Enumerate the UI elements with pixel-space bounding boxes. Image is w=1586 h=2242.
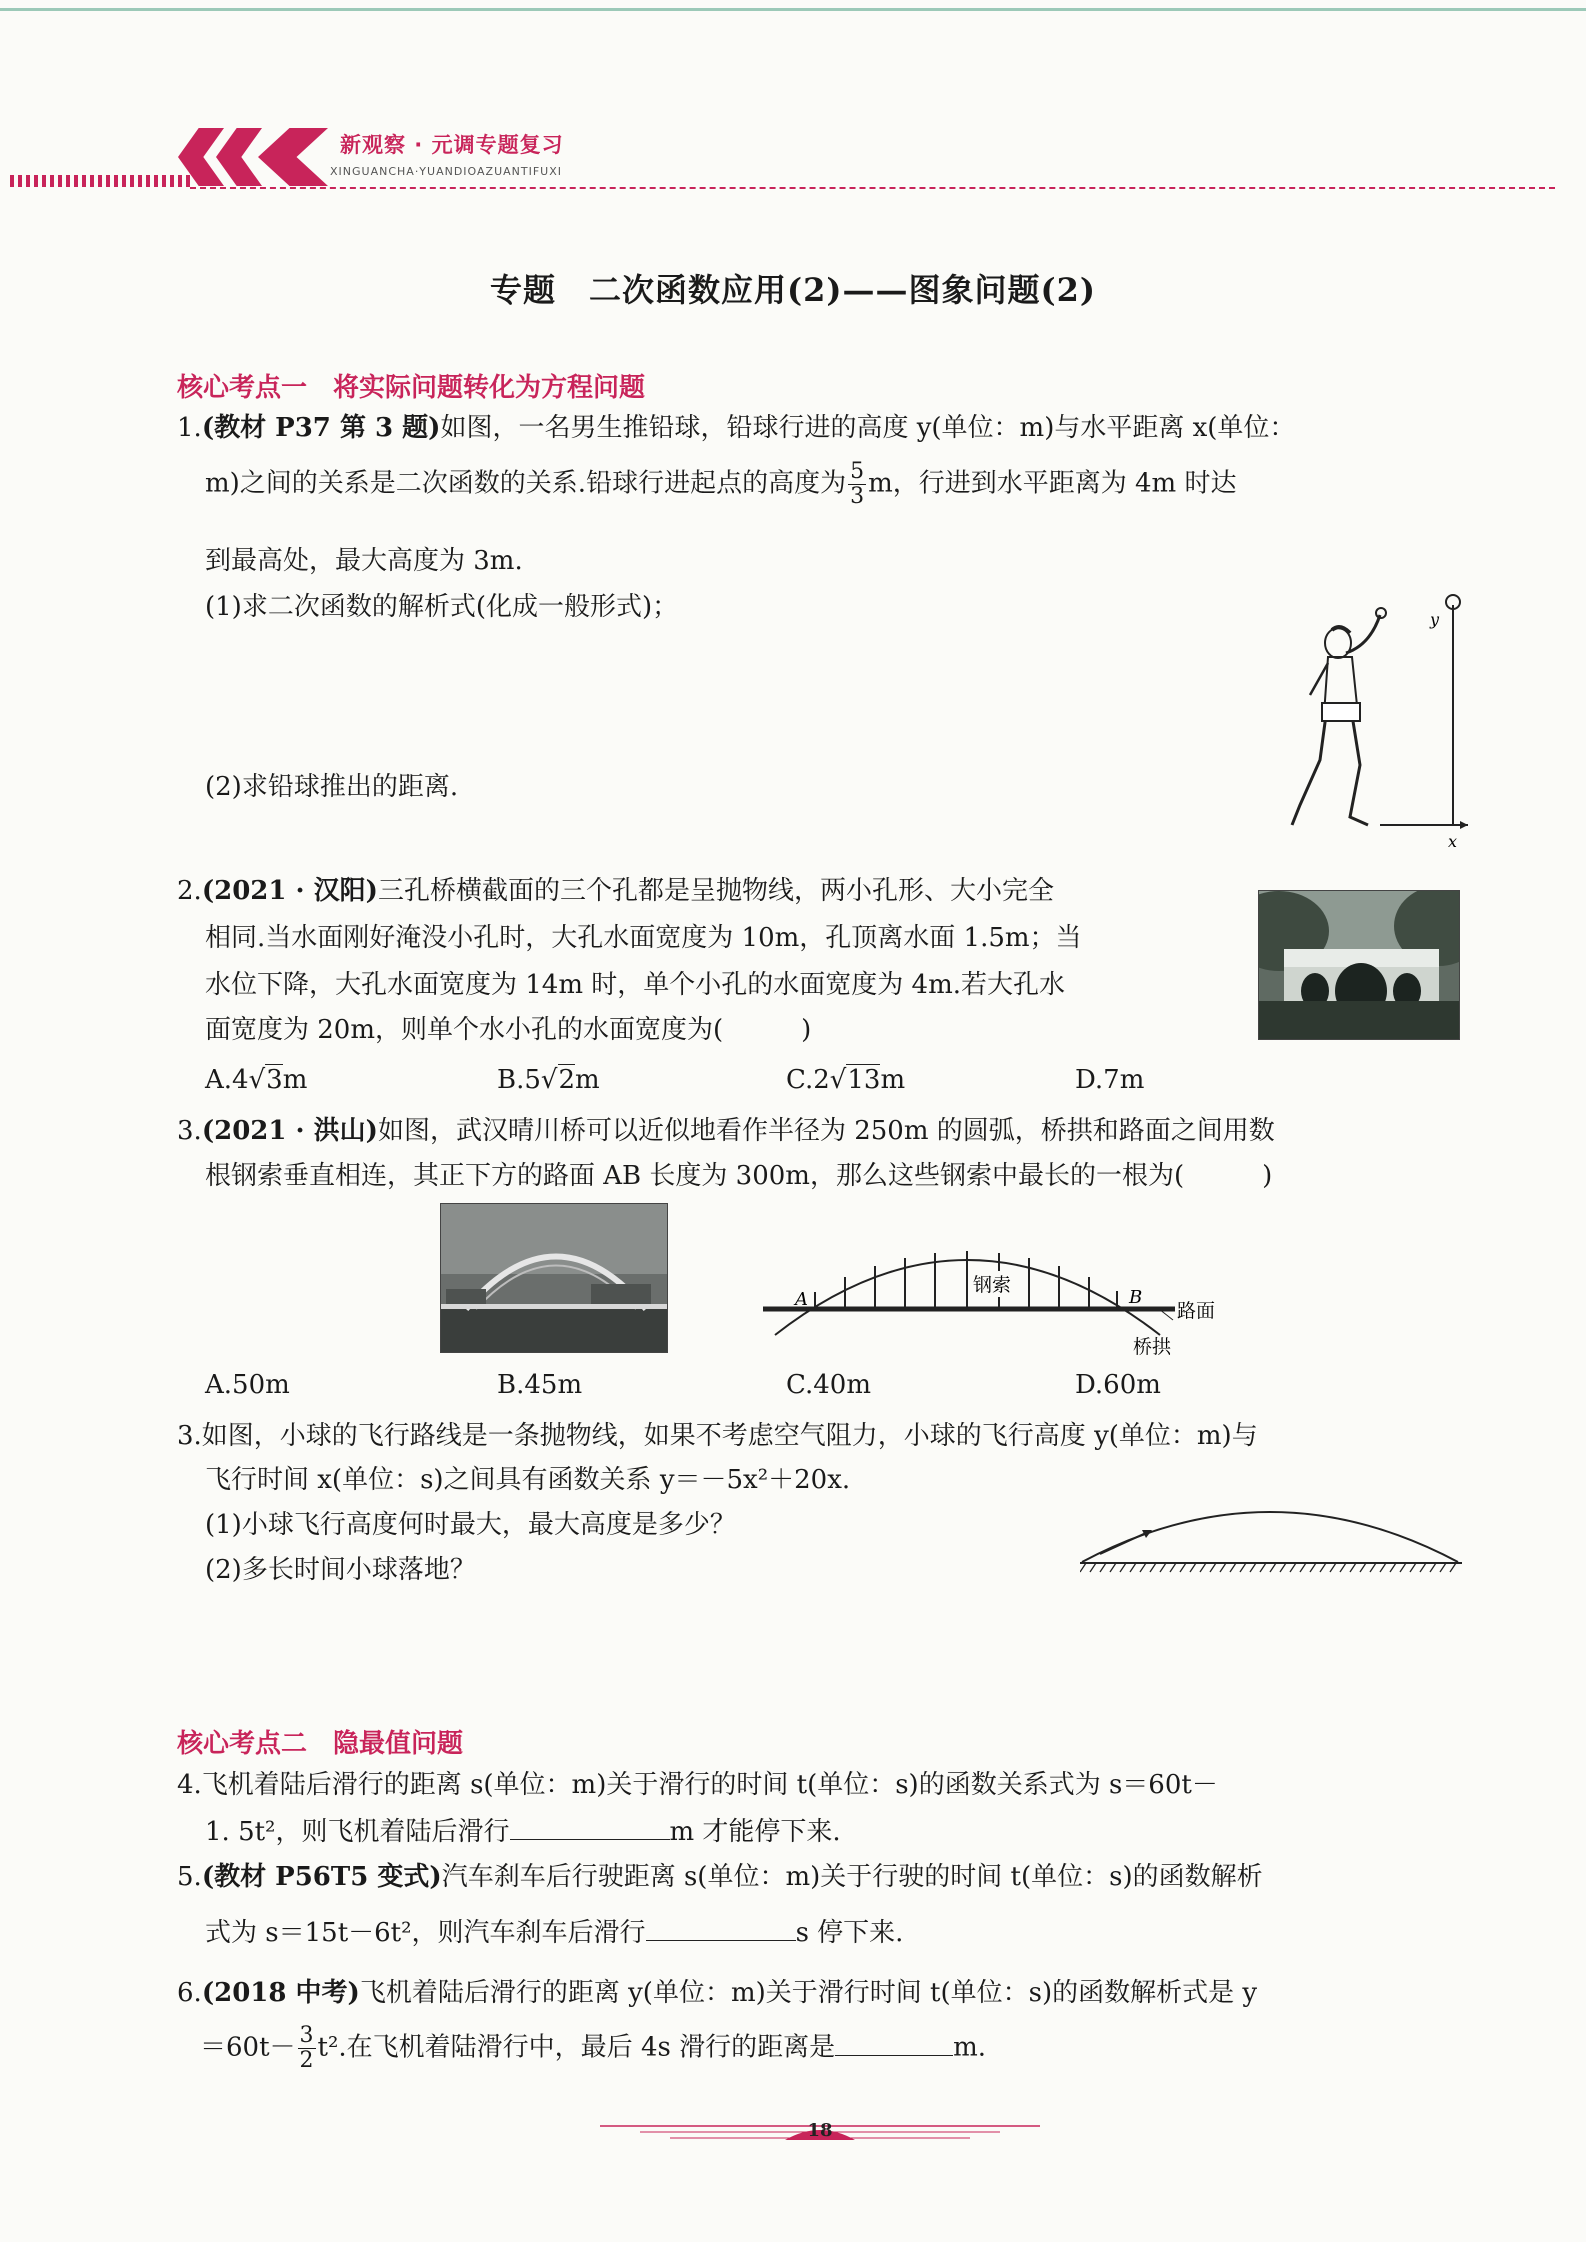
option-c: C.2√13m [786, 1065, 906, 1095]
series-pinyin: XINGUANCHA·YUANDIOAZUANTIFUXI [330, 165, 563, 178]
question-2-line-2: 相同.当水面刚好淹没小孔时，大孔水面宽度为 10m，孔顶离水面 1.5m；当 [205, 923, 1082, 953]
question-2-line-3: 水位下降，大孔水面宽度为 14m 时，单个小孔的水面宽度为 4m.若大孔水 [205, 970, 1065, 1000]
axis-x-label: x [1448, 832, 1458, 851]
question-3b-sub-2: (2)多长时间小球落地？ [205, 1555, 476, 1585]
question-3b-sub-1: (1)小球飞行高度何时最大，最大高度是多少？ [205, 1510, 736, 1540]
question-3-line-1: 3.(2021 · 洪山)如图，武汉晴川桥可以近似地看作半径为 250m 的圆弧，桥拱和路面之间用数 [177, 1116, 1275, 1146]
question-3b-line-1: 3.如图，小球的飞行路线是一条抛物线，如果不考虑空气阻力，小球的飞行高度 y(单位：m)与 [177, 1421, 1258, 1451]
option-d: D.60m [1075, 1370, 1161, 1400]
option-a: A.4√3m [205, 1065, 308, 1095]
page-number: 18 [807, 2120, 833, 2141]
option-d: D.7m [1075, 1065, 1145, 1095]
ball-trajectory-figure [1080, 1500, 1465, 1575]
question-5-line-2: 式为 s＝15t－6t²，则汽车刹车后滑行 s 停下来. [205, 1918, 904, 1948]
question-2-line-1: 2.(2021 · 汉阳)三孔桥横截面的三个孔都是呈抛物线，两小孔形、大小完全 [177, 876, 1054, 906]
question-1-line-3: 到最高处，最大高度为 3m. [205, 546, 523, 576]
chevron-icon [216, 128, 262, 186]
question-4-line-2: 1. 5t²，则飞机着陆后滑行 m 才能停下来. [205, 1817, 841, 1847]
bridge-arch-diagram [755, 1225, 1235, 1365]
arch-label: 桥拱 [1133, 1336, 1172, 1358]
page-title: 专题 二次函数应用(2)——图象问题(2) [489, 271, 1097, 309]
answer-blank[interactable] [510, 1817, 670, 1840]
question-2-line-4: 面宽度为 20m，则单个水小孔的水面宽度为( ) [205, 1015, 812, 1045]
question-1-line-1: 1.(教材 P37 第 3 题)如图，一名男生推铅球，铅球行进的高度 y(单位：m)与水平距离 x(单位： [177, 413, 1296, 443]
fraction: $\frac{3}{2}$ [299, 2023, 314, 2074]
footer-ornament [600, 2118, 1040, 2148]
question-5-line-1: 5.(教材 P56T5 变式)汽车刹车后行驶距离 s(单位：m)关于行驶的时间 t(单位：s)的函数解析 [177, 1862, 1263, 1892]
fraction: $\frac{5}{3}$ [850, 459, 865, 510]
arch-bridge-photo [440, 1203, 668, 1353]
question-3b-line-2: 飞行时间 x(单位：s)之间具有函数关系 y＝－5x²＋20x. [205, 1465, 851, 1495]
question-6-line-1: 6.(2018 中考)飞机着陆后滑行的距离 y(单位：m)关于滑行时间 t(单位：s)的函数解析式是 y [177, 1978, 1258, 2008]
question-4-line-1: 4.飞机着陆后滑行的距离 s(单位：m)关于滑行的时间 t(单位：s)的函数关系式为 s＝60t－ [177, 1770, 1218, 1800]
point-b-label: B [1129, 1287, 1143, 1308]
series-title: 新观察 · 元调专题复习 [340, 133, 564, 157]
question-1-sub-2: (2)求铅球推出的距离. [205, 772, 459, 802]
section-heading-1: 核心考点一 将实际问题转化为方程问题 [177, 373, 646, 403]
question-1-line-2: m)之间的关系是二次函数的关系.铅球行进起点的高度为 $\frac{5}{3}$ m，行进到水平距离为 4m 时达 [205, 459, 1237, 510]
chevron-icon [258, 128, 328, 186]
section-heading-2: 核心考点二 隐最值问题 [177, 1729, 464, 1759]
header-stripes [10, 175, 190, 187]
question-6-line-2: ＝60t－ $\frac{3}{2}$ t².在飞机着陆滑行中，最后 4s 滑行的距离是 m. [200, 2023, 987, 2074]
question-3-line-2: 根钢索垂直相连，其正下方的路面 AB 长度为 300m，那么这些钢索中最长的一根为( ) [205, 1161, 1273, 1191]
road-label: 路面 [1177, 1300, 1216, 1322]
series-header [10, 125, 1560, 195]
option-b: B.5√2m [497, 1065, 600, 1095]
header-dashed-rule [190, 187, 1555, 189]
shot-put-figure [1280, 585, 1480, 855]
answer-blank[interactable] [646, 1918, 796, 1941]
option-c: C.40m [786, 1370, 871, 1400]
answer-blank[interactable] [835, 2033, 953, 2056]
point-a-label: A [795, 1289, 808, 1310]
option-a: A.50m [205, 1370, 290, 1400]
three-arch-bridge-photo [1258, 890, 1460, 1040]
cable-label: 钢索 [973, 1274, 1012, 1296]
option-b: B.45m [497, 1370, 583, 1400]
question-1-sub-1: (1)求二次函数的解析式(化成一般形式)； [205, 592, 679, 622]
axis-y-label: y [1430, 610, 1440, 629]
top-border-line [0, 8, 1586, 11]
